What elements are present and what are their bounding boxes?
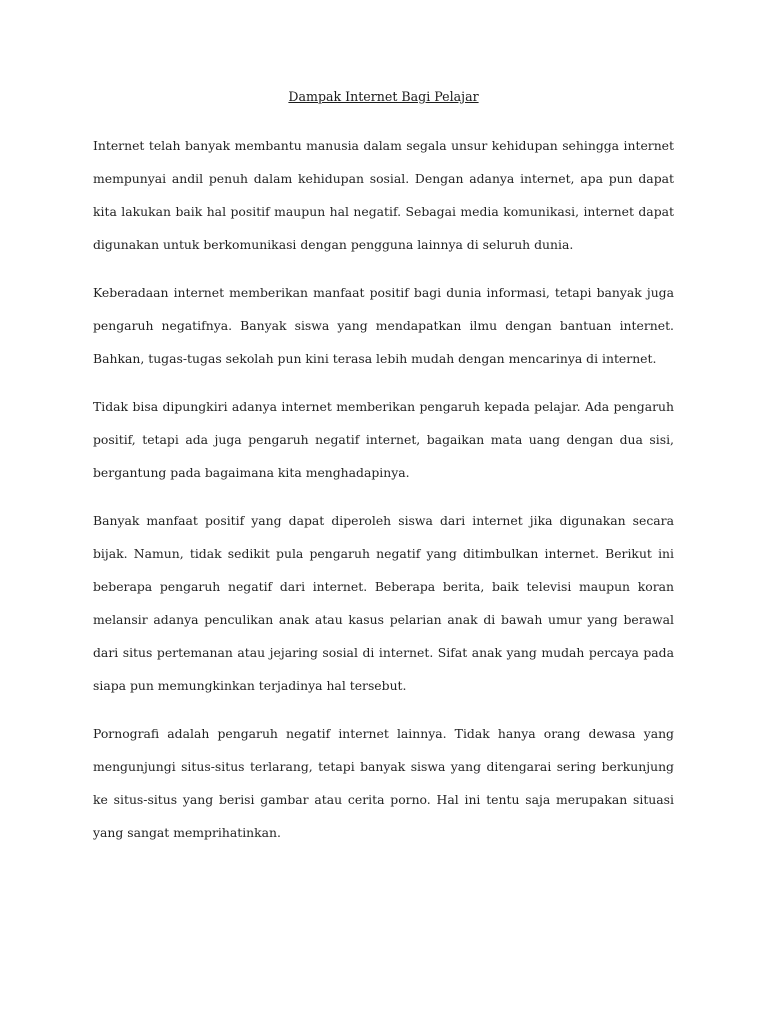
paragraph-2: Keberadaan internet memberikan manfaat positif bagi dunia informasi, tetapi banyak juga pengaruh negatifnya. Banyak siswa yang mendapatkan ilmu dengan bantuan internet. Bahkan, tugas-tugas sekolah pun kini terasa lebih mudah dengan mencarinya di internet. xyxy=(93,285,674,366)
document-content xyxy=(93,88,674,864)
paragraph-4: Banyak manfaat positif yang dapat diperoleh siswa dari internet jika digunakan secara bijak. Namun, tidak sedikit pula pengaruh negatif yang ditimbulkan internet. Berikut ini beberapa pengaruh negatif dari internet. Beberapa berita, baik televisi maupun koran melansir adanya penculikan anak atau kasus pelarian anak di bawah umur yang berawal dari situs pertemanan atau jejaring sosial di internet. Sifat anak yang mudah percaya pada siapa pun memungkinkan terjadinya hal tersebut. xyxy=(93,513,674,693)
paragraph-3: Tidak bisa dipungkiri adanya internet memberikan pengaruh kepada pelajar. Ada pengaruh positif, tetapi ada juga pengaruh negatif internet, bagaikan mata uang dengan dua sisi, bergantung pada bagaimana kita menghadapinya. xyxy=(93,399,674,480)
paragraph-5: Pornografi adalah pengaruh negatif internet lainnya. Tidak hanya orang dewasa yang mengunjungi situs-situs terlarang, tetapi banyak siswa yang ditengarai sering berkunjung ke situs-situs yang berisi gambar atau cerita porno. Hal ini tentu saja merupakan situasi yang sangat memprihatinkan. xyxy=(93,726,674,840)
paragraph-1: Internet telah banyak membantu manusia dalam segala unsur kehidupan sehingga internet mempunyai andil penuh dalam kehidupan sosial. Dengan adanya internet, apa pun dapat kita lakukan baik hal positif maupun hal negatif. Sebagai media komunikasi, internet dapat digunakan untuk berkomunikasi dengan pengguna lainnya di seluruh dunia. xyxy=(93,138,674,252)
document-title: Dampak Internet Bagi Pelajar xyxy=(288,89,479,104)
